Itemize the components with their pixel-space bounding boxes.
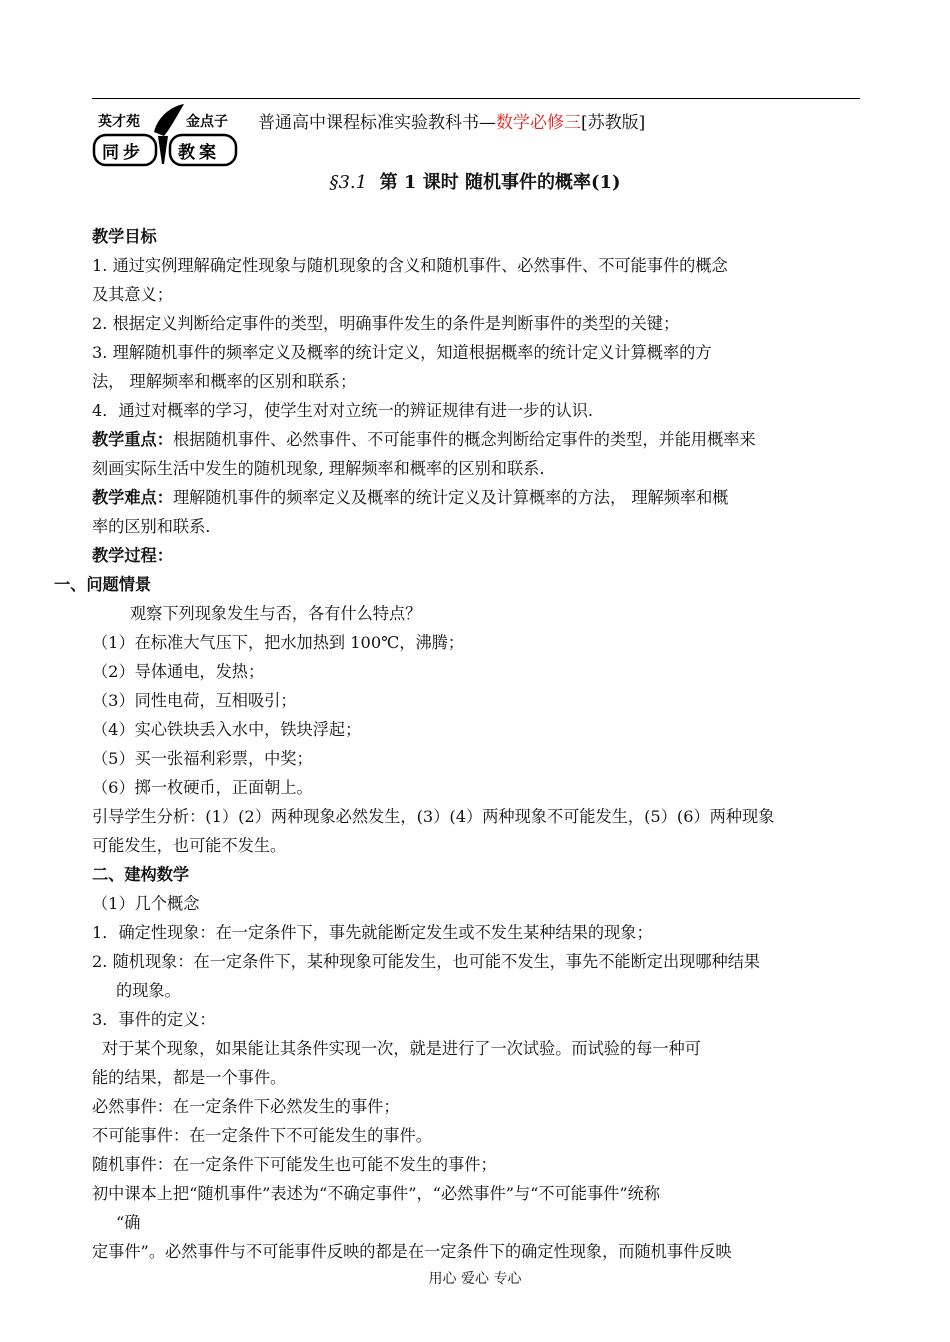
definition-2a: 2. 随机现象：在一定条件下，某种现象可能发生，也可能不发生，事先不能断定出现哪种结果 — [92, 952, 761, 971]
lesson-section: §3.1 — [329, 172, 368, 193]
objective-1a: 1. 通过实例理解确定性现象与随机现象的含义和随机事件、必然事件、不可能事件的概念 — [92, 256, 728, 275]
section1-analysis-a: 引导学生分析：(1）(2）两种现象必然发生，(3）(4）两种现象不可能发生，(5）(6）两种现象 — [92, 807, 775, 826]
difficulties-text-b: 率的区别和联系. — [92, 517, 211, 536]
logo-top-left: 英才苑 — [98, 114, 140, 130]
process-heading: 教学过程： — [92, 546, 173, 565]
difficulties-text-a: 理解随机事件的频率定义及概率的统计定义及计算概率的方法， 理解频率和概 — [172, 488, 729, 507]
section1-item-4: （4）实心铁块丢入水中，铁块浮起； — [92, 720, 362, 739]
book-title-highlight: 数学必修三 — [496, 113, 581, 133]
logo-top-right: 金点子 — [186, 114, 228, 130]
section1-intro: 观察下列现象发生与否，各有什么特点？ — [130, 604, 422, 623]
objective-4: 4．通过对概率的学习，使学生对对立统一的辨证规律有进一步的认识. — [92, 401, 594, 420]
book-title-suffix: [苏教版] — [581, 113, 646, 133]
note-b: “确 — [116, 1213, 141, 1232]
key-points-text-b: 刻画实际生活中发生的随机现象, 理解频率和概率的区别和联系. — [92, 459, 545, 478]
book-title — [258, 108, 645, 133]
certain-event: 必然事件：在一定条件下必然发生的事件； — [92, 1097, 400, 1116]
difficulties — [92, 483, 862, 512]
definition-3: 3．事件的定义： — [92, 1010, 216, 1029]
note-a: 初中课本上把“随机事件”表述为“不确定事件”，“必然事件”与“不可能事件”统称 — [92, 1184, 661, 1203]
lesson-title-text: 第 1 课时 随机事件的概率(1) — [379, 172, 621, 193]
section1-item-1: （1）在标准大气压下，把水加热到 100℃，沸腾； — [92, 633, 465, 652]
definition-3-text-a: 对于某个现象，如果能让其条件实现一次，就是进行了一次试验。而试验的每一种可 — [102, 1039, 701, 1058]
objectives-heading: 教学目标 — [92, 227, 157, 246]
objective-1b: 及其意义； — [92, 285, 173, 304]
logo-bottom-left: 同步 — [102, 143, 144, 163]
publisher-logo — [92, 102, 240, 168]
definition-1: 1．确定性现象：在一定条件下，事先就能断定发生或不发生某种结果的现象； — [92, 923, 653, 942]
key-points — [92, 425, 862, 454]
objective-2: 2. 根据定义判断给定事件的类型，明确事件发生的条件是判断事件的类型的关键； — [92, 314, 680, 333]
difficulties-label: 教学难点： — [92, 488, 173, 507]
lesson-title — [0, 168, 950, 194]
page-footer: 用心 爱心 专心 — [428, 1271, 522, 1287]
definition-2b: 的现象。 — [116, 981, 181, 1000]
impossible-event: 不可能事件：在一定条件下不可能发生的事件。 — [92, 1126, 432, 1145]
book-title-prefix: 普通高中课程标准实验教科书— — [258, 113, 496, 133]
key-points-text-a: 根据随机事件、必然事件、不可能事件的概念判断给定事件的类型，并能用概率来 — [172, 430, 756, 449]
section1-item-6: （6）掷一枚硬币，正面朝上。 — [92, 778, 313, 797]
section1-analysis-b: 可能发生，也可能不发生。 — [92, 836, 287, 855]
section2-sub: （1）几个概念 — [92, 894, 200, 913]
note-c: 定事件”。必然事件与不可能事件反映的都是在一定条件下的确定性现象，而随机事件反映 — [92, 1242, 732, 1261]
section2-heading: 二、建构数学 — [92, 865, 190, 884]
document-body — [54, 222, 862, 1266]
section1-item-2: （2）导体通电，发热； — [92, 662, 265, 681]
random-event: 随机事件：在一定条件下可能发生也可能不发生的事件； — [92, 1155, 497, 1174]
section1-item-3: （3）同性电荷，互相吸引； — [92, 691, 297, 710]
key-points-label: 教学重点： — [92, 430, 173, 449]
objective-3b: 法， 理解频率和概率的区别和联系； — [92, 372, 357, 391]
logo-bottom-right: 教案 — [178, 143, 220, 163]
section1-item-5: （5）买一张福利彩票，中奖； — [92, 749, 313, 768]
section1-heading: 一、问题情景 — [54, 575, 152, 594]
header-rule — [92, 98, 860, 99]
objective-3a: 3. 理解随机事件的频率定义及概率的统计定义，知道根据概率的统计定义计算概率的方 — [92, 343, 712, 362]
definition-3-text-b: 能的结果，都是一个事件。 — [92, 1068, 287, 1087]
